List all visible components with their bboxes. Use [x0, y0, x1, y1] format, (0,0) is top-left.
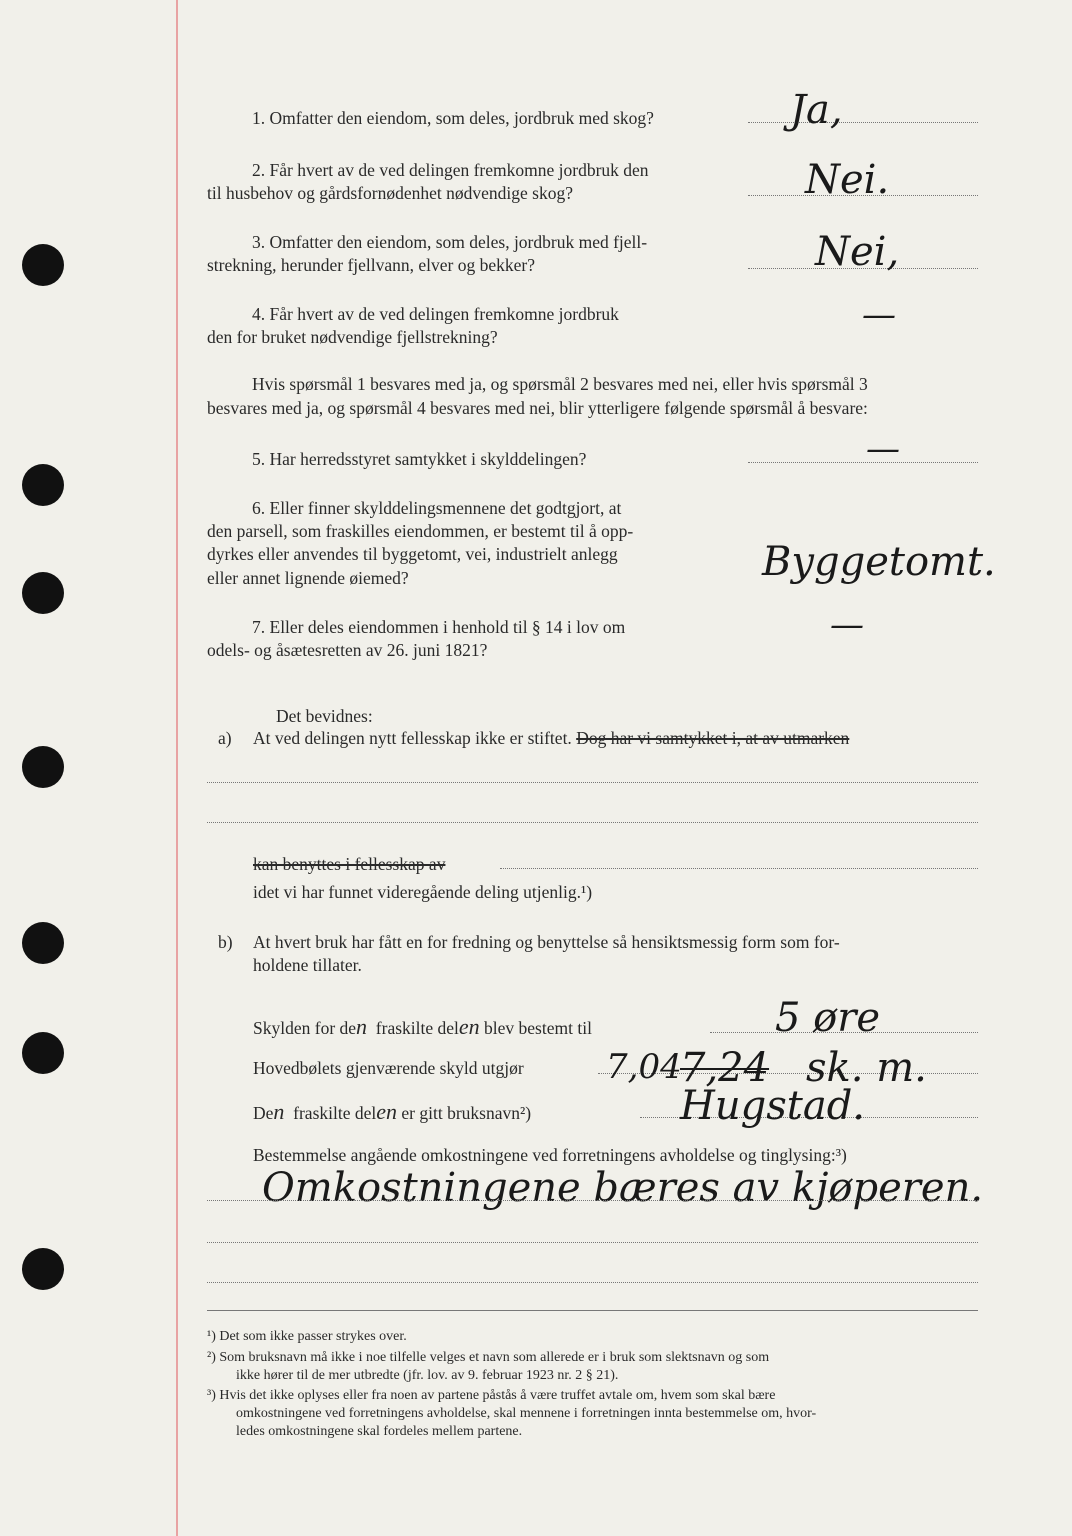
omkostning-value: Omkostningene bæres av kjøperen.	[262, 1165, 984, 1211]
answer-3: Nei,	[815, 229, 900, 275]
question-6-line-3: dyrkes eller anvendes til byggetomt, vei, industrielt anlegg	[207, 544, 618, 564]
question-6-line-1: 6. Eller finner skylddelingsmennene det godtgjort, at	[252, 498, 622, 518]
bruksnavn-handwritten-1: n	[273, 1099, 285, 1124]
bruksnavn-handwritten-2: en	[376, 1099, 398, 1124]
hovedbol-value: 7,04	[606, 1047, 682, 1087]
bruksnavn-label: De	[253, 1103, 274, 1123]
item-a-tail: idet vi har funnet videregående deling utjenlig.¹)	[253, 882, 593, 902]
bevidnes-heading: Det bevidnes:	[276, 706, 373, 726]
punch-hole	[22, 464, 64, 506]
question-3-line-1: 3. Omfatter den eiendom, som deles, jordbruk med fjell-	[252, 232, 648, 252]
question-4-line-2: den for bruket nødvendige fjellstrekning?	[207, 327, 498, 347]
item-a-text	[253, 726, 849, 750]
question-7-line-1: 7. Eller deles eiendommen i henhold til § 14 i lov om	[252, 617, 626, 637]
bruksnavn-label-3: er gitt bruksnavn²)	[401, 1103, 532, 1123]
item-b-line-1: At hvert bruk har fått en for fredning og benyttelse så hensiktsmessig form som for-	[253, 932, 840, 952]
answer-1: Ja,	[790, 87, 843, 133]
question-5-line-1: 5. Har herredsstyret samtykket i skylddelingen?	[252, 449, 587, 469]
blank-line	[207, 1200, 978, 1201]
punch-hole	[22, 572, 64, 614]
footnote-2: ²) Som bruksnavn må ikke i noe tilfelle velges et navn som allerede er i bruk som slektsnavn og som	[207, 1350, 770, 1365]
answer-7: —	[830, 605, 864, 645]
item-a-struck-continuation: kan benyttes i fellesskap av	[253, 854, 446, 874]
bruksnavn-row	[253, 1100, 531, 1125]
answer-2: Nei.	[805, 157, 890, 203]
skyld-label-2: fraskilte del	[375, 1018, 459, 1038]
skyld-row	[253, 1015, 592, 1040]
punch-hole	[22, 746, 64, 788]
skyld-handwritten-1: n	[356, 1014, 368, 1039]
footnote-3-cont-2: ledes omkostningene skal fordeles mellem partene.	[236, 1424, 523, 1439]
punch-hole	[22, 1248, 64, 1290]
answer-line-1	[748, 122, 978, 123]
answer-6: Byggetomt.	[762, 539, 996, 585]
question-3-line-2: strekning, herunder fjellvann, elver og bekker?	[207, 255, 535, 275]
skyld-value: 5 øre	[775, 995, 881, 1041]
hovedbol-struck-value: 7,24	[680, 1045, 770, 1091]
punch-hole	[22, 922, 64, 964]
footnote-1: ¹) Det som ikke passer strykes over.	[207, 1329, 407, 1344]
margin-rule	[176, 0, 178, 1536]
blank-line	[207, 782, 978, 783]
footnote-2-cont: ikke hører til de mer utbredte (jfr. lov. av 9. februar 1923 nr. 2 § 21).	[236, 1368, 619, 1383]
blank-line	[207, 1242, 978, 1243]
answer-4: —	[862, 295, 896, 335]
question-1-line-1: 1. Omfatter den eiendom, som deles, jordbruk med skog?	[252, 108, 654, 128]
question-6-line-4: eller annet lignende øiemed?	[207, 568, 409, 588]
footnote-3: ³) Hvis det ikke oplyses eller fra noen av partene påstås å være truffet avtale om, hvem som skal bære	[207, 1388, 776, 1403]
bruksnavn-value: Hugstad.	[680, 1083, 866, 1129]
skyld-label: Skylden for de	[253, 1018, 357, 1038]
punch-hole	[22, 244, 64, 286]
blank-line	[500, 868, 978, 869]
question-2-line-2: til husbehov og gårdsfornødenhet nødvendige skog?	[207, 183, 573, 203]
item-b-label: b)	[218, 932, 233, 952]
intro-line-2: besvares med ja, og spørsmål 4 besvares med nei, blir ytterligere følgende spørsmål å besvare:	[207, 398, 868, 418]
question-4-line-1: 4. Får hvert av de ved delingen fremkomne jordbruk	[252, 304, 619, 324]
answer-5: —	[866, 429, 900, 469]
intro-line-1: Hvis spørsmål 1 besvares med ja, og spørsmål 2 besvares med nei, eller hvis spørsmål 3	[252, 374, 868, 394]
footnote-rule	[207, 1310, 978, 1311]
omkostning-label: Bestemmelse angående omkostningene ved forretningens avholdelse og tinglysing:³)	[253, 1145, 847, 1165]
question-2-line-1: 2. Får hvert av de ved delingen fremkomne jordbruk den	[252, 160, 649, 180]
item-b-line-2: holdene tillater.	[253, 955, 362, 975]
answer-line-5	[748, 462, 978, 463]
blank-line	[207, 822, 978, 823]
question-6-line-2: den parsell, som fraskilles eiendommen, er bestemt til å opp-	[207, 521, 634, 541]
punch-hole	[22, 1032, 64, 1074]
footnote-3-cont: omkostningene ved forretningens avholdelse, skal mennene i forretningen innta bestemmelse om, hvor-	[236, 1406, 817, 1421]
bruksnavn-label-2: fraskilte del	[293, 1103, 377, 1123]
item-a-label: a)	[218, 728, 232, 748]
blank-line	[207, 1282, 978, 1283]
item-a-statement: At ved delingen nytt fellesskap ikke er stiftet.	[253, 728, 572, 748]
hovedbol-label: Hovedbølets gjenværende skyld utgjør	[253, 1058, 524, 1078]
skyld-handwritten-2: en	[458, 1014, 480, 1039]
skyld-label-3: blev bestemt til	[484, 1018, 592, 1038]
hovedbol-unit: sk. m.	[806, 1045, 927, 1091]
question-7-line-2: odels- og åsætesretten av 26. juni 1821?	[207, 640, 488, 660]
item-a-struck-text: Dog har vi samtykket i, at av utmarken	[576, 728, 850, 748]
